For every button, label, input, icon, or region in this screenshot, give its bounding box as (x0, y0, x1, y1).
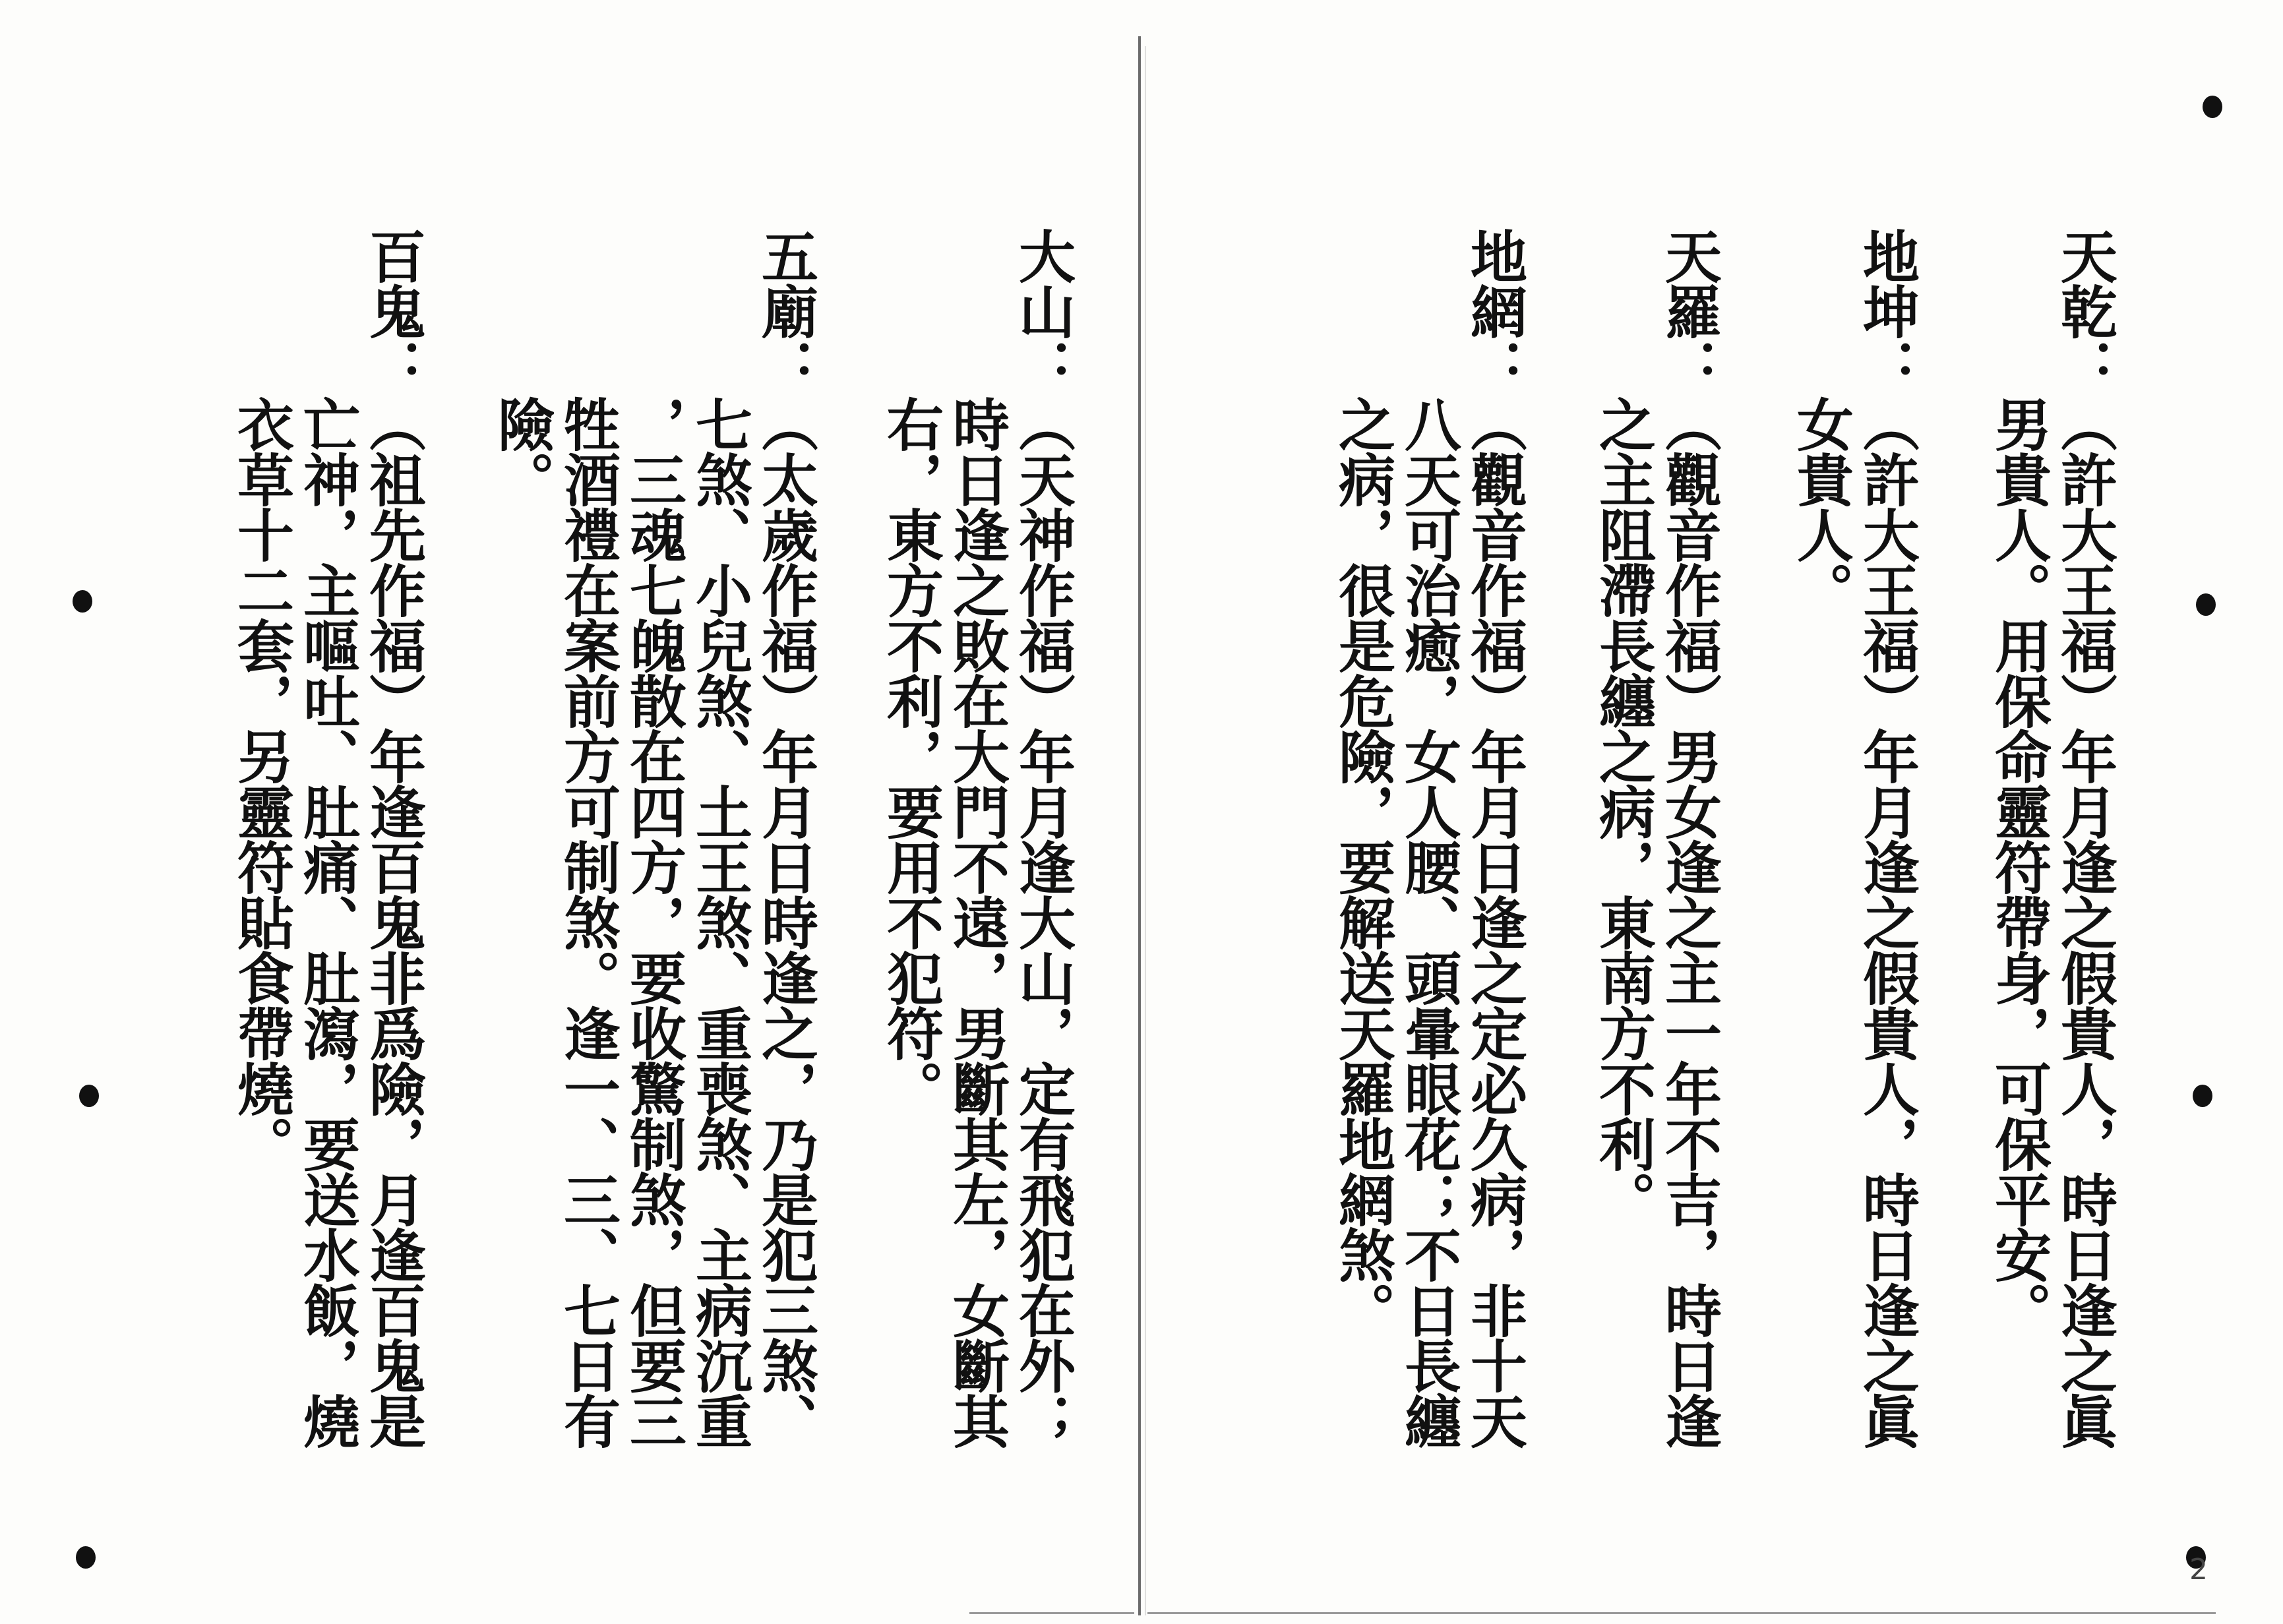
binding-hole-mark (2196, 593, 2216, 616)
entry-tianqian-line-1: （許大王福）年月逢之假貴人，時日逢之眞 (2051, 396, 2117, 1448)
entry-tianluo-line-1: （觀音作福）男女逢之主一年不吉，時日逢 (1655, 396, 1722, 1448)
entry-wumiao-line-2: 七煞、小兒煞、土王煞、重喪煞、主病沉重 (686, 396, 752, 1448)
entry-dikun-line-2: 女貴人。 (1787, 396, 1854, 617)
binding-hole-mark (76, 1546, 96, 1569)
entry-diwang-line-3: 之病，很是危險，要解送天羅地網煞。 (1329, 396, 1395, 1337)
entry-diwang-line-2: 八天可治癒，女人腰、頭暈眼花；不日長纏 (1395, 396, 1461, 1448)
entry-tianluo-name: 天羅： (1655, 227, 1722, 394)
binding-hole-mark (2193, 1085, 2212, 1107)
entry-wumiao-line-5: 險。 (488, 396, 555, 506)
entry-diwang-name: 地網： (1461, 227, 1527, 394)
entry-dashan-line-3: 右，東方不利，要用不犯符。 (877, 396, 944, 1116)
binding-hole-mark (73, 590, 92, 613)
binding-hole-mark (79, 1085, 99, 1107)
entry-dashan-name: 大山： (1009, 227, 1076, 394)
bottom-edge-left (969, 1612, 1134, 1614)
entry-dikun-name: 地坤： (1853, 227, 1920, 394)
entry-diwang-line-1: （觀音作福）年月日逢之定必久病，非十天 (1461, 396, 1527, 1448)
entry-wumiao-name: 五廟： (752, 227, 818, 394)
entry-dashan-line-2: 時日逢之敗在大門不遠，男斷其左，女斷其 (943, 396, 1010, 1448)
entry-tianluo-line-2: 之主阻滯長纏之病，東南方不利。 (1589, 396, 1656, 1226)
entry-baigui-name: 百鬼： (359, 227, 426, 394)
bottom-edge-right (1147, 1612, 2216, 1614)
entry-tianqian-name: 天乾： (2051, 227, 2117, 394)
entry-wumiao-line-4: 牲酒禮在案前方可制煞。逢一、三、七日有 (554, 396, 621, 1448)
book-gutter (1138, 36, 1141, 1615)
entry-baigui-line-1: （祖先作福）年逢百鬼非爲險，月逢百鬼是 (359, 396, 426, 1448)
entry-wumiao-line-3: ，三魂七魄散在四方，要收驚制煞，但要三 (620, 396, 686, 1448)
entry-baigui-line-3: 衣草十二套，另靈符貼食帶燒。 (228, 396, 294, 1171)
entry-dashan-line-1: （天神作福）年月逢大山，定有飛犯在外； (1009, 396, 1076, 1448)
entry-baigui-line-2: 亡神，主嘔吐、肚痛、肚瀉，要送水飯，燒 (293, 396, 360, 1448)
binding-hole-mark (2203, 96, 2222, 118)
entry-tianqian-line-2: 男貴人。用保命靈符帶身，可保平安。 (1985, 396, 2052, 1337)
entry-wumiao-line-1: （太歲作福）年月日時逢之，乃是犯三煞、 (752, 396, 818, 1448)
page-number: 2 (2189, 1553, 2208, 1586)
entry-dikun-line-1: （許大王福）年月逢之假貴人，時日逢之眞 (1853, 396, 1920, 1448)
